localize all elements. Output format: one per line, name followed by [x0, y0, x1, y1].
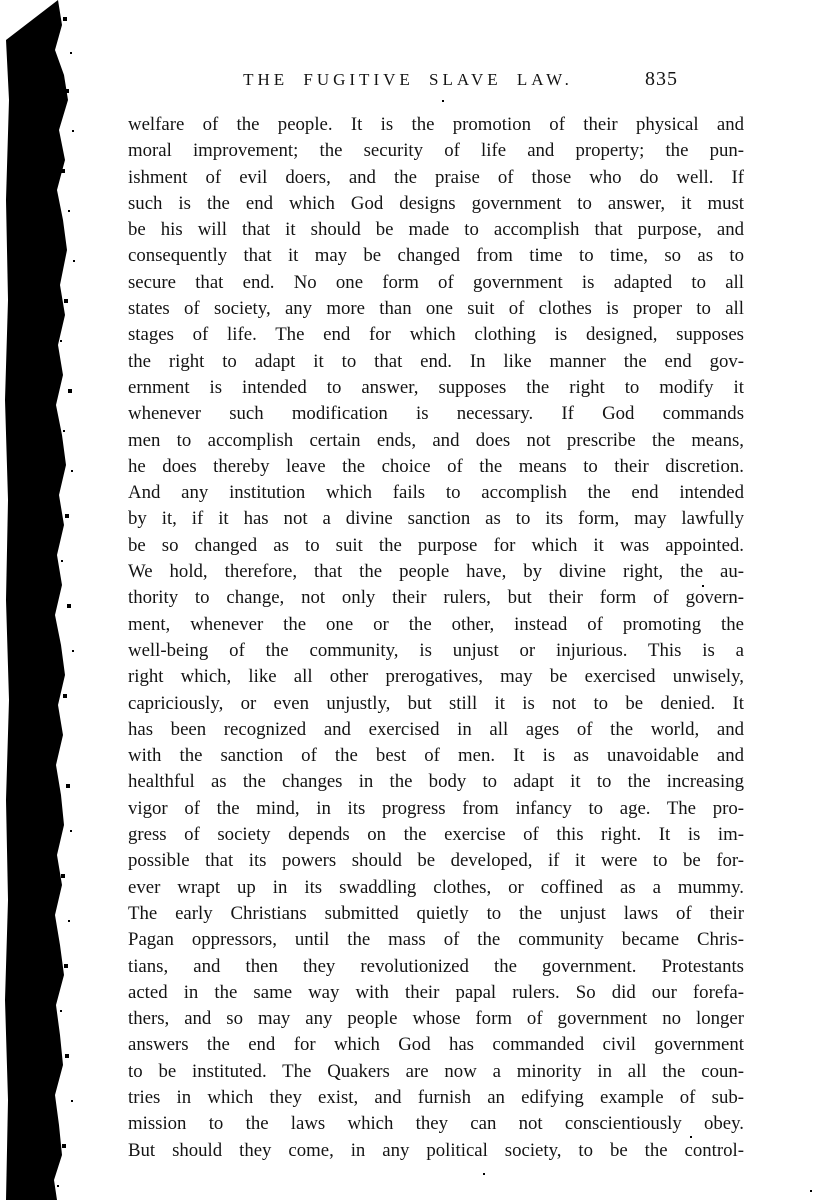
text-line: to be instituted. The Quakers are now a minority in all the coun-	[128, 1060, 744, 1082]
text-line: tries in which they exist, and furnish an edifying example of sub-	[128, 1086, 744, 1108]
text-line: possible that its powers should be developed, if it were to be for-	[128, 850, 744, 872]
text-line: whenever such modification is necessary. If God commands	[128, 403, 744, 425]
text-line: The early Christians submitted quietly to the unjust laws of their	[128, 902, 744, 924]
text-line: gress of society depends on the exercise of this right. It is im-	[128, 824, 744, 846]
text-line: acted in the same way with their papal rulers. So did our forefa-	[128, 981, 744, 1003]
text-line: But should they come, in any political society, to be the control-	[128, 1139, 744, 1161]
text-line: secure that end. No one form of government is adapted to all	[128, 271, 744, 293]
page-header	[128, 70, 744, 96]
text-line: And any institution which fails to accomplish the end intended	[128, 482, 744, 504]
text-line: healthful as the changes in the body to adapt it to the increasing	[128, 771, 744, 793]
text-line: men to accomplish certain ends, and does not prescribe the means,	[128, 429, 744, 451]
text-line: with the sanction of the best of men. It is as unavoidable and	[128, 745, 744, 767]
text-line: vigor of the mind, in its progress from infancy to age. The pro-	[128, 797, 744, 819]
text-line: capriciously, or even unjustly, but still it is not to be denied. It	[128, 692, 744, 714]
running-title: THE FUGITIVE SLAVE LAW.	[243, 70, 573, 89]
text-line: stages of life. The end for which clothing is designed, supposes	[128, 324, 744, 346]
text-line: right which, like all other prerogatives, may be exercised unwisely,	[128, 666, 744, 688]
text-line: ment, whenever the one or the other, instead of promoting the	[128, 613, 744, 635]
text-line: consequently that it may be changed from time to time, so as to	[128, 245, 744, 267]
text-line: thority to change, not only their rulers, but their form of govern-	[128, 587, 744, 609]
text-line: ever wrapt up in its swaddling clothes, or coffined as a mummy.	[128, 876, 744, 898]
stray-ink-specks	[0, 0, 2, 2]
text-line: Pagan oppressors, until the mass of the community became Chris-	[128, 929, 744, 951]
text-line: be his will that it should be made to accomplish that purpose, and	[128, 219, 744, 241]
text-line: moral improvement; the security of life and property; the pun-	[128, 140, 744, 162]
text-line: has been recognized and exercised in all ages of the world, and	[128, 718, 744, 740]
text-line: welfare of the people. It is the promotion of their physical and	[128, 114, 744, 135]
text-line: thers, and so may any people whose form of government no longer	[128, 1008, 744, 1030]
text-line: We hold, therefore, that the people have, by divine right, the au-	[128, 561, 744, 583]
book-binding-gutter-shadow	[0, 0, 78, 1200]
page-text	[128, 112, 744, 1164]
text-line: such is the end which God designs government to answer, it must	[128, 192, 744, 214]
text-line: ernment is intended to answer, supposes the right to modify it	[128, 376, 744, 398]
text-line: be so changed as to suit the purpose for which it was appointed.	[128, 534, 744, 556]
text-line: the right to adapt it to that end. In like manner the end gov-	[128, 350, 744, 372]
text-line: tians, and then they revolutionized the government. Protestants	[128, 955, 744, 977]
page-number: 835	[645, 68, 678, 90]
text-line: well-being of the community, is unjust or injurious. This is a	[128, 639, 744, 661]
text-line: states of society, any more than one suit of clothes is proper to all	[128, 298, 744, 320]
text-line: he does thereby leave the choice of the means to their discretion.	[128, 455, 744, 477]
text-line: answers the end for which God has commanded civil government	[128, 1034, 744, 1056]
text-line: mission to the laws which they can not conscientiously obey.	[128, 1113, 744, 1135]
text-line: ishment of evil doers, and the praise of those who do well. If	[128, 166, 744, 188]
text-line: by it, if it has not a divine sanction as to its form, may lawfully	[128, 508, 744, 530]
